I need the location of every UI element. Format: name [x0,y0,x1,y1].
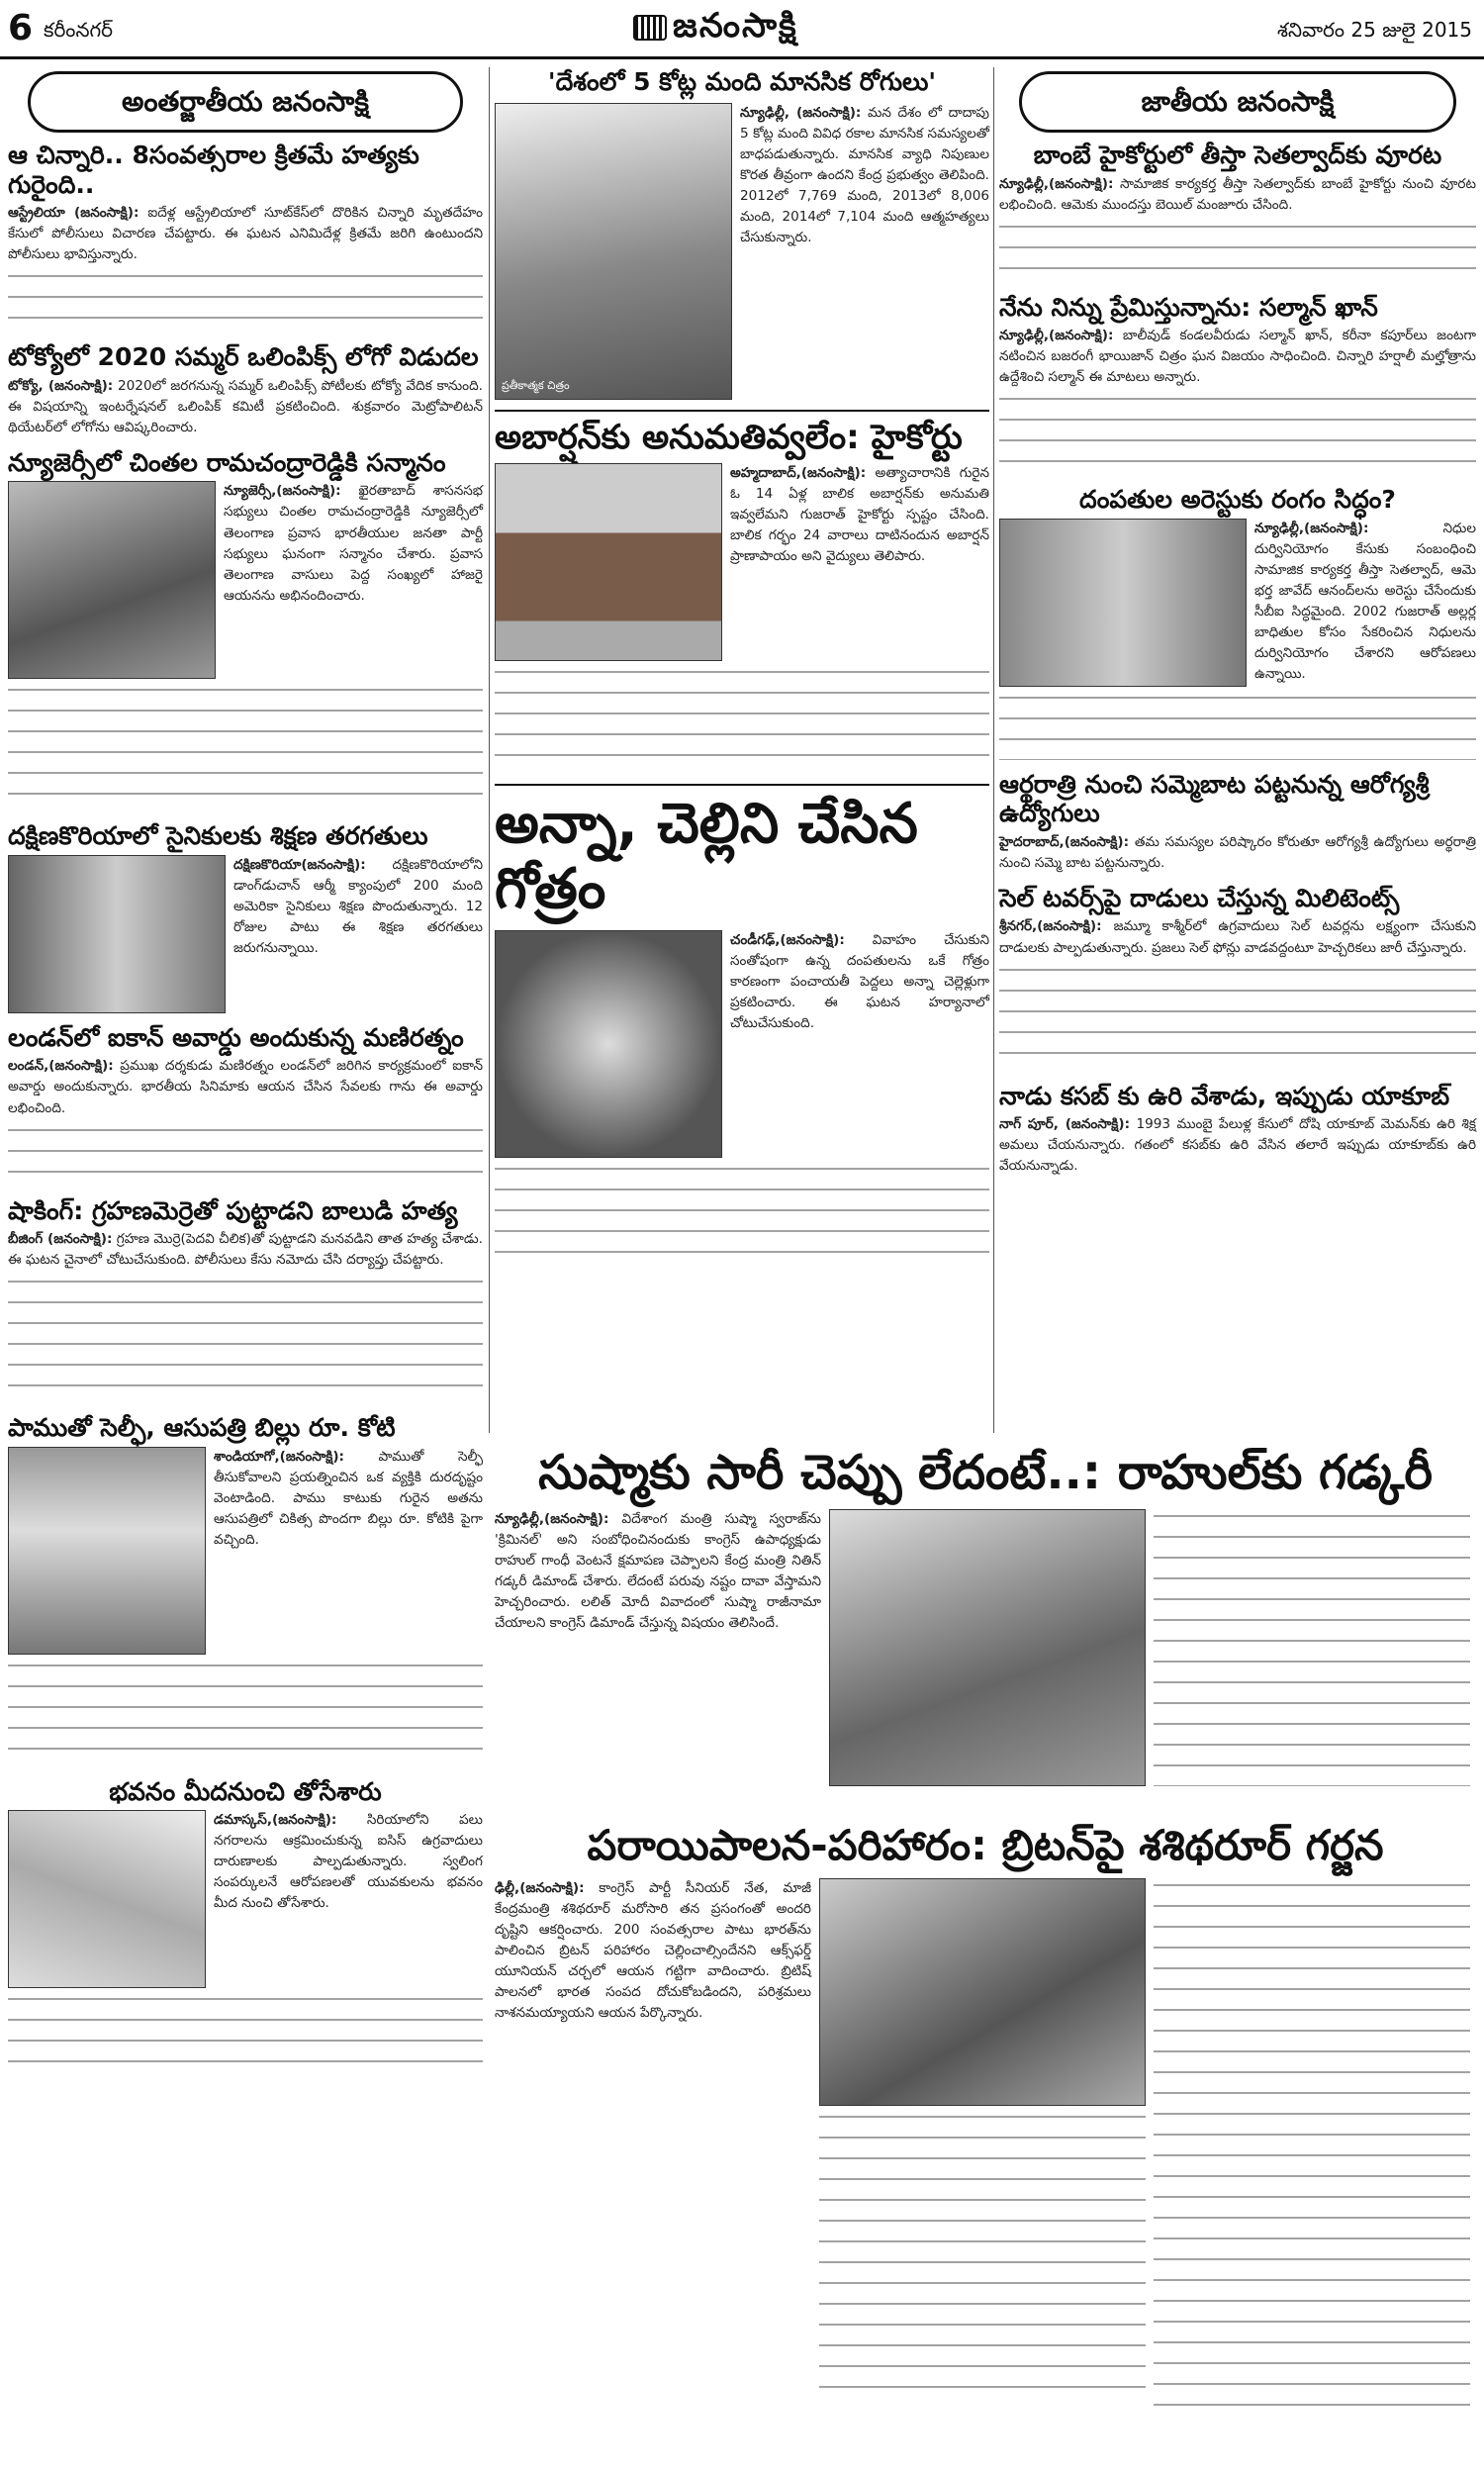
story-headline: సుష్మాకు సారీ చెప్పు లేదంటే..: రాహుల్‌కు గడ్కరీ [538,1445,1433,1500]
national-column [999,67,1476,1443]
story-headline: షాకింగ్: గ్రహణమెర్రెతో పుట్టాడని బాలుడి హత్య [8,1195,458,1225]
story-body-continuation [1154,1509,1470,1786]
news-story [8,1413,483,1767]
story-body-continuation [999,963,1476,1072]
story-photo [8,1810,206,1988]
story-photo [495,930,722,1158]
news-story [495,792,989,1261]
column-divider [993,67,994,1433]
story-photo [829,1509,1146,1786]
news-story [495,67,989,400]
story-body: గ్రహణ మొర్రె(పెదవి చీలిక)తో పుట్టాడని మనవడిని తాత హత్య చేశాడు. ఈ ఘటన చైనాలో చోటుచేసుకుంది. పోలీసులు కేసు నమోదు చేసి దర్యాప్తు చేపట్టారు. [8,1231,484,1269]
story-body: బాలీవుడ్ కండలవీరుడు సల్మాన్ ఖాన్, కరీనా కపూర్‌లు జంటగా నటించిన బజరంగీ భాయిజాన్ చిత్రం ఘన విజయం సాధించింది. చిన్నారి హర్షాలీ మల్హోత్రాను ఉద్దేశించి సల్మాన్ ఈ మాటలు అన్నారు. [999,328,1476,386]
story-dateline: నాగ్ పూర్, (జనంసాక్షి): [999,1116,1131,1133]
issue-date: శనివారం 25 జులై 2015 [1277,18,1472,42]
page-number: 6 [8,8,34,48]
story-headline: నేను నిన్ను ప్రేమిస్తున్నాను: సల్మాన్ ఖాన్ [999,292,1378,322]
photo-caption: ప్రతీకాత్మక చిత్రం [502,378,570,392]
news-story [999,1082,1476,1178]
story-dateline: శ్రీనగర్,(జనంసాక్షి): [999,918,1102,935]
story-photo [8,1447,206,1655]
story-dateline: చండీగఢ్,(జనంసాక్షి): [730,931,845,948]
story-body-continuation [8,1123,483,1187]
story-body-continuation [8,1275,483,1403]
news-story [8,821,483,1013]
story-dateline: న్యూఢిల్లీ, (జనంసాక్షి): [740,104,862,121]
news-story [8,141,483,333]
story-dateline: శాండియాగో,(జనంసాక్షి): [214,1448,344,1465]
story-body: విదేశాంగ మంత్రి సుష్మా స్వరాజ్‌ను 'క్రిమినల్' అని సంబోధించినందుకు కాంగ్రెస్ ఉపాధ్యక్షుడు రాహుల్ గాంధీ వెంటనే క్షమాపణ చెప్పాలని కేంద్ర మంత్రి నితిన్ గడ్కరీ డిమాండ్ చేశారు. లేదంటే పరువు నష్టం దావా వేస్తామని హెచ్చరించారు. లలిత్ మోదీ వివాదంలో సుష్మా రాజీనామా చేయాలని కాంగ్రెస్ డిమాండ్ చేస్తున్న విషయం తెలిసిందే. [495,1510,821,1631]
story-body: తమ సమస్యల పరిష్కారం కోరుతూ ఆరోగ్యశ్రీ ఉద్యోగులు అర్థరాత్రి నుంచి సమ్మె బాట పట్టనున్నారు. [999,833,1476,871]
brand-title [633,6,798,53]
story-body-continuation [999,392,1476,475]
story-body-continuation [999,220,1476,283]
column-divider [489,67,490,1433]
story-body-continuation [8,1992,483,2081]
story-dateline: న్యూఢిల్లీ,(జనంసాక్షి): [495,1510,609,1527]
story-headline: 'దేశంలో 5 కోట్ల మంది మానసిక రోగులు' [547,67,937,96]
story-headline: అబార్షన్‌కు అనుమతివ్వలేం: హైకోర్టు [495,417,963,457]
story-dateline: హైదరాబాద్,(జనంసాక్షి): [999,833,1130,850]
news-story [999,293,1476,476]
section-banner-national: జాతీయ జనంసాక్షి [1019,71,1456,133]
news-story [8,448,483,812]
story-divider [495,784,989,786]
news-story [8,1777,483,2082]
story-headline: లండన్‌లో ఐకాన్ అవార్డు అందుకున్న మణిరత్నం [8,1022,464,1052]
story-body-continuation [8,269,483,333]
story-divider [495,410,989,412]
story-body: సిరియాలోని పలు నగరాలను ఆక్రమించుకున్న ఐసిస్ ఉగ్రవాదులు దారుణాలకు పాల్పడుతున్నారు. స్వలింగ సంపర్కులనే ఆరోపణలతో యువకులను భవనం మీద నుంచి తోసేశారు. [214,1812,484,1912]
story-headline: ఆర్థరాత్రి నుంచి సమ్మెబాట పట్టనున్న ఆరోగ్యశ్రీ ఉద్యోగులు [999,769,1430,828]
story-headline: ఆ చిన్నారి.. 8సంవత్సరాల క్రితమే హత్యకు గురైంది.. [8,141,419,199]
story-body-continuation [819,2110,1146,2407]
story-dateline: దక్షిణకొరియా(జనంసాక్షి): [233,856,366,873]
brand-name: జనంసాక్షి [673,6,798,46]
story-dateline: ఢిల్లీ,(జనంసాక్షి): [495,1879,585,1896]
story-body-continuation [8,683,483,811]
wide-story [495,1445,1476,1809]
news-story [999,884,1476,1072]
story-body: ప్రముఖ దర్శకుడు మణిరత్నం లండన్‌లో జరిగిన కార్యక్రమంలో ఐకాన్ అవార్డు అందుకున్నారు. భారతీయ సినిమాకు ఆయన చేసిన సేవలకు గాను ఈ అవార్డు లభించింది. [8,1058,483,1116]
story-photo [8,855,226,1013]
story-dateline: లండన్,(జనంసాక్షి): [8,1058,114,1075]
news-story [999,141,1476,283]
story-body-continuation [8,1659,483,1767]
story-body: 1993 ముంబై పేలుళ్ల కేసులో దోషి యాకూబ్ మెమన్‌కు ఉరి శిక్ష అమలు చేయనున్నారు. గతంలో కసబ్‌కు ఉరి వేసిన తలారే ఇప్పుడు యాకూబ్‌కు ఉరి వేయనున్నాడు. [999,1116,1476,1175]
story-body: అత్యాచారానికి గురైన ఓ 14 ఏళ్ల బాలిక అబార్షన్‌కు అనుమతి ఇవ్వలేమని గుజరాత్ హైకోర్టు స్పష్టం చేసింది. బాలిక గర్భం 24 వారాలు దాటినందున అబార్షన్ ప్రాణాపాయం అని వైద్యులు తెలిపారు. [730,464,989,564]
story-body-continuation [999,691,1476,760]
section-banner-international: అంతర్జాతీయ జనంసాక్షి [28,71,463,133]
story-headline: పరాయిపాలన-పరిహారం: బ్రిటన్‌పై శశిథరూర్ గర్జన [587,1821,1384,1869]
story-body-continuation [495,1162,989,1261]
wide-story [495,1821,1476,2464]
story-photo [999,519,1247,687]
story-body: 2020లో జరగనున్న సమ్మర్ ఒలింపిక్స్ పోటీలకు టోక్యో వేదిక కానుంది. ఈ విషయాన్ని ఇంటర్నేషనల్ ఒలింపిక్ కమిటీ ప్రకటించింది. శుక్రవారం మెట్రోపాలిటన్ థియేటర్‌లో లోగోను ఆవిష్కరించారు. [8,377,483,435]
news-story [495,418,989,774]
story-headline: నాడు కసబ్ కు ఉరి వేశాడు, ఇప్పుడు యాకూబ్ [999,1081,1450,1110]
story-headline: దక్షిణకొరియాలో సైనికులకు శిక్షణ తరగతులు [8,821,428,851]
news-story [999,770,1476,874]
story-headline: భవనం మీదనుంచి తోసేశారు [109,1776,382,1806]
story-dateline: న్యూఢిల్లీ,(జనంసాక్షి): [1254,520,1369,536]
story-headline: అన్నా, చెల్లిని చేసిన గోత్రం [495,791,918,921]
news-story [8,342,483,438]
news-story [999,485,1476,760]
story-dateline: న్యూఢిల్లీ,(జనంసాక్షి): [999,328,1114,344]
story-body: దక్షిణకొరియాలోని డాంగ్‌డుచాన్ ఆర్మీ క్యాంపులో 200 మంది అమెరికా సైనికులు శిక్షణ పొందుతున్నారు. 12 రోజుల పాటు ఈ శిక్షణ తరగతులు జరుగనున్నాయి. [233,856,483,957]
story-body: ఐదేళ్ల ఆస్ట్రేలియాలో సూట్‌కేస్‌లో దొరికిన చిన్నారి మృతదేహం కేసులో పోలీసులు విచారణ చేపట్టారు. ఈ ఘటన ఎనిమిదేళ్ల క్రితమే జరిగి ఉంటుందని పోలీసులు భావిస్తున్నారు. [8,205,483,263]
story-headline: న్యూజెర్సీలో చింతల రామచంద్రారెడ్డికి సన్మానం [8,447,446,477]
story-body: ఖైరతాబాద్ శాసనసభ సభ్యులు చింతల రామచంద్రారెడ్డికి న్యూజెర్సీలో తెలంగాణ ప్రవాస భారతీయుల జనతా పార్టీ సభ్యులు ఘనంగా సన్మానం చేశారు. ప్రవాస తెలంగాణ వాసులు పెద్ద సంఖ్యలో హాజరై ఆయనను అభినందించారు. [224,483,483,604]
story-dateline: న్యూజెర్సీ,(జనంసాక్షి): [224,483,341,500]
story-body-continuation [495,665,989,774]
international-column [8,67,483,2462]
story-headline: టోక్యోలో 2020 సమ్మర్ ఒలింపిక్స్ లోగో విడుదల [8,342,479,372]
story-dateline: బీజింగ్ (జనంసాక్షి): [8,1231,113,1248]
brand-logo-icon [633,15,667,41]
story-photo [8,481,216,679]
story-dateline: డమాస్కస్,(జనంసాక్షి): [214,1812,337,1829]
story-photo [495,463,722,661]
story-photo [819,1878,1146,2106]
story-body: కాంగ్రెస్ పార్టీ సీనియర్ నేత, మాజీ కేంద్రమంత్రి శశిథరూర్ మరోసారి తన ప్రసంగంతో అందరి దృష్టిని ఆకర్షించారు. 200 సంవత్సరాల పాటు భారత్‌ను పాలించిన బ్రిటన్ పరిహారం చెల్లించాల్సిందేనని ఆక్స్‌ఫర్డ్ యూనియన్ చర్చలో ఆయన గట్టిగా వాదించారు. బ్రిటిష్ పాలనలో భారత సంపద దోచుకోబడిందని, పరిశ్రమలు నాశనమయ్యాయని ఆయన పేర్కొన్నారు. [495,1879,812,2021]
story-body: నిధుల దుర్వినియోగం కేసుకు సంబంధించి సామాజిక కార్యకర్త తీస్తా సెతల్వాద్, ఆమె భర్త జావేద్ ఆనంద్‌లను అరెస్టు చేసేందుకు సీబీఐ సిద్ధమైంది. 2002 గుజరాత్ అల్లర్ల బాధితుల కోసం సేకరించిన నిధులను దుర్వినియోగం చేశారని ఆరోపణలు ఉన్నాయి. [1254,520,1476,683]
masthead [0,0,1484,59]
story-dateline: అహ్మదాబాద్,(జనంసాక్షి): [730,464,867,481]
story-dateline: న్యూఢిల్లీ,(జనంసాక్షి): [999,175,1114,192]
story-headline: దంపతుల అరెస్టుకు రంగం సిద్ధం? [1079,485,1396,515]
story-headline: బాంబే హైకోర్టులో తీస్తా సెతల్వాద్‌కు వూరట [1033,141,1442,169]
story-body: మన దేశం లో దాదాపు 5 కోట్ల మంది వివిధ రకాల మానసిక సమస్యలతో బాధపడుతున్నారు. మానసిక వ్యాధి నిపుణుల కొరత తీవ్రంగా ఉందని కేంద్ర ప్రభుత్వం తెలిపింది. 2012లో 7,769 మంది, 2013లో 8,006 మంది, 2014లో 7,104 మంది ఆత్మహత్యలు చేసుకున్నారు. [740,104,989,245]
story-body: వివాహం చేసుకుని సంతోషంగా ఉన్న దంపతులను ఒకే గోత్రం కారణంగా పంచాయతీ పెద్దలు అన్నా చెల్లెళ్లుగా ప్రకటించారు. ఈ ఘటన హర్యానాలో చోటుచేసుకుంది. [730,931,989,1032]
story-headline: సెల్ టవర్స్‌పై దాడులు చేస్తున్న మిలిటెంట్స్ [999,883,1400,912]
news-story [8,1196,483,1404]
story-body-continuation [1154,1878,1470,2413]
news-story [8,1023,483,1187]
story-photo [495,103,732,400]
middle-column [495,67,989,1271]
story-body: సామాజిక కార్యకర్త తీస్తా సెతల్వాద్‌కు బాంబే హైకోర్టు నుంచి వూరట లభించింది. ఆమెకు ముందస్తు బెయిల్ మంజూరు చేసింది. [999,175,1476,213]
story-body: జమ్మూ కాశ్మీర్‌లో ఉగ్రవాదులు సెల్ టవర్లను లక్ష్యంగా చేసుకుని దాడులకు పాల్పడుతున్నారు. ప్రజలు సెల్ ఫోన్లు వాడవద్దంటూ హెచ్చరికలు జారీ చేస్తున్నారు. [999,918,1476,956]
story-dateline: ఆస్ట్రేలియా (జనంసాక్షి): [8,205,139,221]
story-dateline: టోక్యో, (జనంసాక్షి): [8,377,114,394]
edition-name: కరీంనగర్ [44,18,113,42]
story-headline: పాముతో సెల్ఫీ, ఆసుపత్రి బిల్లు రూ. కోటి [8,1413,396,1443]
story-body: పాముతో సెల్ఫీ తీసుకోవాలని ప్రయత్నించిన ఒక వ్యక్తికి దురదృష్టం వెంటాడింది. పాము కాటుకు గురైన అతను ఆసుపత్రిలో చికిత్స పొందగా బిల్లు రూ. కోటికి పైగా వచ్చింది. [214,1448,483,1548]
